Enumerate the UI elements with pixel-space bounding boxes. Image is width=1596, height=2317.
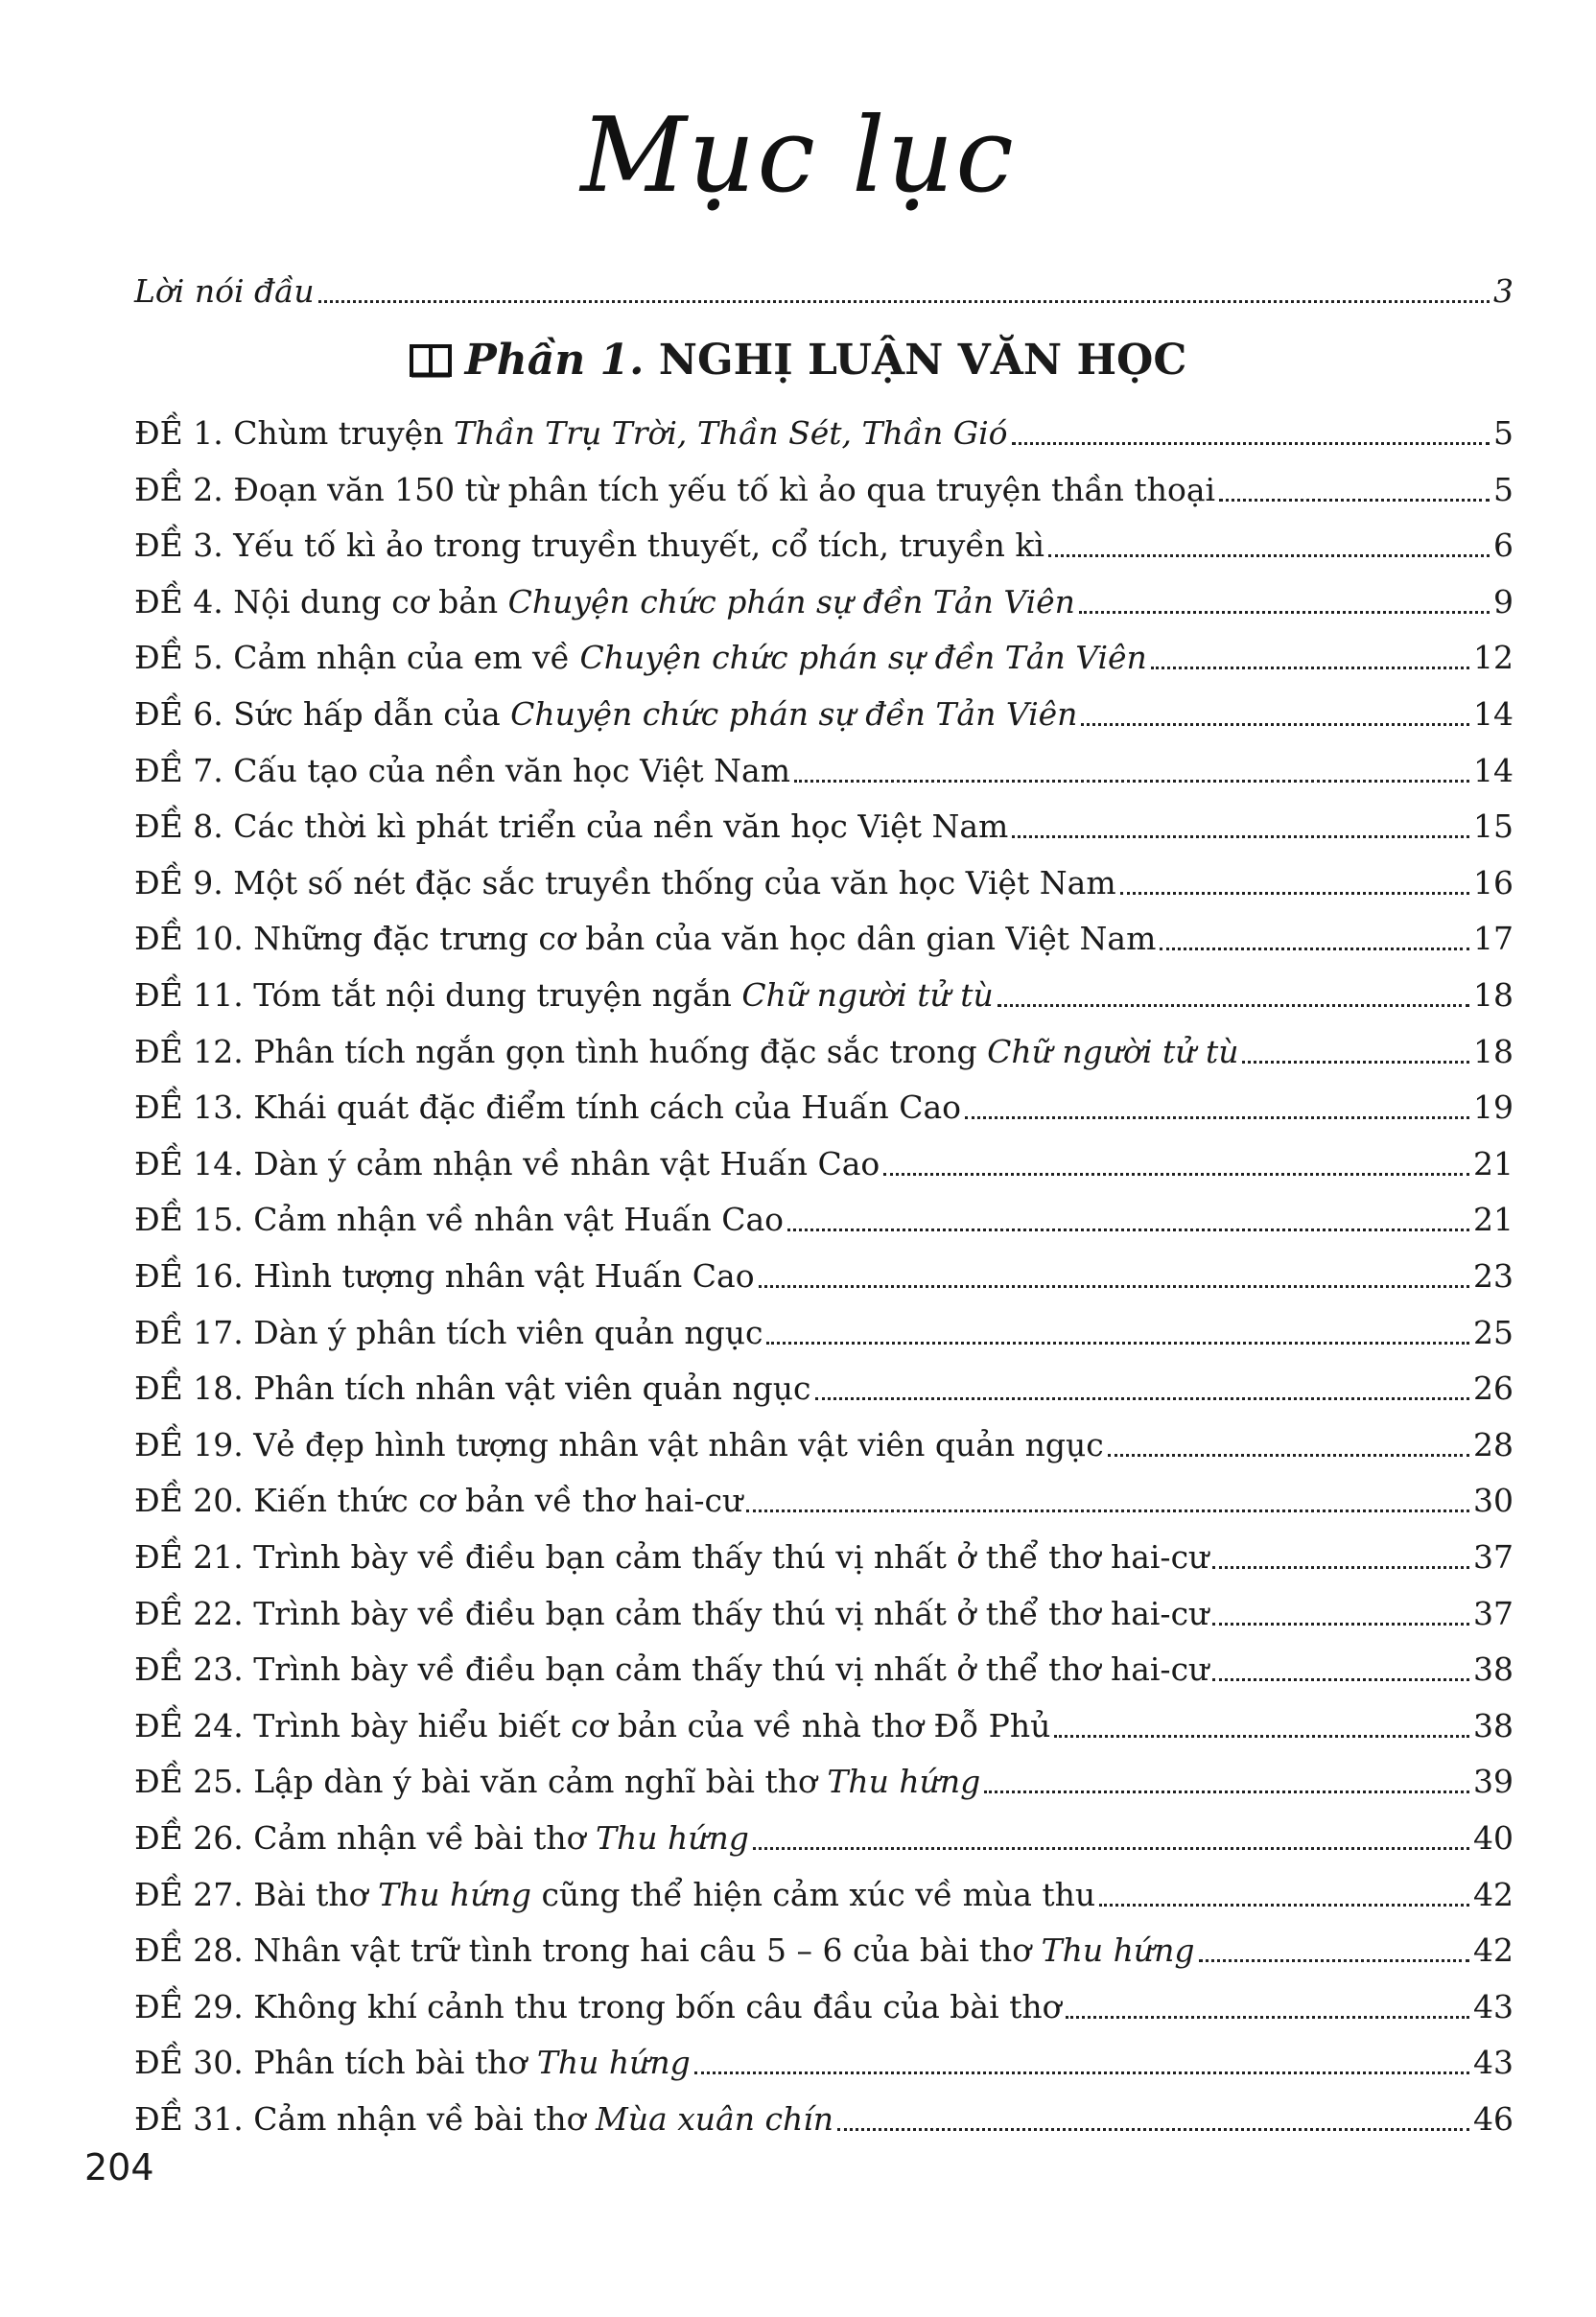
toc-entry-page-number: 16 (1473, 863, 1514, 901)
toc-entry-title (134, 1761, 980, 1803)
toc-entry-page-number: 42 (1473, 1875, 1514, 1913)
toc-entry-text: Bài thơ (253, 1875, 379, 1913)
toc-entry-text: cũng thể hiện cảm xúc về mùa thu (530, 1875, 1096, 1913)
toc-entry-work-title: Chuyện chức phán sự đền Tản Viên (507, 582, 1075, 620)
toc-entry-text: Trình bày về điều bạn cảm thấy thú vị nhất ở thể thơ hai-cư (253, 1594, 1209, 1632)
toc-entry[interactable] (134, 1031, 1514, 1073)
toc-entry-text: Cảm nhận về bài thơ (253, 1819, 596, 1857)
toc-entry[interactable] (134, 1986, 1514, 2028)
dot-leader (318, 300, 1490, 303)
toc-entry-page-number: 38 (1473, 1706, 1514, 1744)
toc-entry-text: Các thời kì phát triển của nền văn học Việt Nam (233, 807, 1009, 846)
toc-entry[interactable] (134, 1368, 1514, 1410)
toc-entry-page-number: 30 (1473, 1482, 1514, 1520)
toc-entry-prefix: ĐỀ 20. (134, 1482, 244, 1520)
toc-entry-work-title: Mùa xuân chín (595, 2100, 834, 2138)
toc-entry-prefix: ĐỀ 21. (134, 1538, 244, 1576)
dot-leader (1160, 948, 1469, 950)
toc-entry-title (134, 1368, 811, 1410)
toc-entry-page-number: 9 (1493, 582, 1514, 620)
toc-entry-page-number: 26 (1473, 1369, 1514, 1408)
toc-entry[interactable] (134, 637, 1514, 679)
toc-entry-title (134, 1312, 763, 1354)
toc-entry-title (134, 806, 1008, 848)
toc-entry-text: Dàn ý phân tích viên quản ngục (253, 1313, 763, 1351)
toc-entry-text: Nhân vật trữ tình trong hai câu 5 – 6 của bài thơ (253, 1931, 1042, 1970)
toc-entry[interactable] (134, 693, 1514, 736)
dot-leader (1081, 723, 1469, 726)
toc-entry-text: Phân tích bài thơ (253, 2044, 537, 2082)
toc-entry[interactable] (134, 525, 1514, 567)
toc-entry-text: Trình bày về điều bạn cảm thấy thú vị nhất ở thể thơ hai-cư (253, 1538, 1209, 1576)
toc-entry-prefix: ĐỀ 17. (134, 1313, 244, 1351)
toc-entry-text: Những đặc trưng cơ bản của văn học dân gian Việt Nam (253, 920, 1157, 958)
toc-entry[interactable] (134, 1874, 1514, 1916)
toc-entry-page-number: 43 (1473, 1987, 1514, 2025)
toc-entry-prefix: ĐỀ 11. (134, 976, 244, 1014)
toc-entry-page-number: 46 (1473, 2100, 1514, 2138)
toc-entry[interactable] (134, 1255, 1514, 1298)
toc-entry-prefix: ĐỀ 14. (134, 1144, 244, 1182)
toc-entry-page-number: 17 (1473, 920, 1514, 958)
dot-leader (1048, 554, 1490, 557)
toc-entry-prefix: ĐỀ 30. (134, 2044, 244, 2082)
toc-entry[interactable] (134, 2098, 1514, 2141)
toc-entry[interactable] (134, 974, 1514, 1017)
toc-entry-page-number: 19 (1473, 1088, 1514, 1127)
toc-entry[interactable] (134, 1312, 1514, 1354)
toc-entry-page-number: 18 (1473, 1032, 1514, 1070)
toc-entry-text: Phân tích ngắn gọn tình huống đặc sắc trong (253, 1032, 988, 1070)
dot-leader (694, 2071, 1469, 2074)
toc-entry[interactable] (134, 806, 1514, 848)
toc-entry-page-number: 21 (1473, 1201, 1514, 1239)
toc-entry-prefix: ĐỀ 19. (134, 1425, 244, 1463)
toc-entry-prefix: ĐỀ 16. (134, 1257, 244, 1295)
toc-entry-text: Hình tượng nhân vật Huấn Cao (253, 1257, 755, 1295)
toc-entry-title (134, 412, 1008, 455)
toc-entry-page-number: 43 (1473, 2044, 1514, 2082)
toc-entry-prefix: ĐỀ 12. (134, 1032, 244, 1070)
toc-entry[interactable] (134, 412, 1514, 455)
toc-entry[interactable] (134, 1143, 1514, 1185)
toc-entry-prefix: ĐỀ 28. (134, 1931, 244, 1970)
dot-leader (998, 1004, 1469, 1007)
toc-entry-text: Đoạn văn 150 từ phân tích yếu tố kì ảo qua truyện thần thoại (233, 470, 1216, 508)
toc-entry-text: Dàn ý cảm nhận về nhân vật Huấn Cao (253, 1144, 880, 1182)
footer-page-number: 204 (84, 2146, 154, 2188)
dot-leader (1219, 499, 1490, 502)
toc-entry-work-title: Thu hứng (827, 1763, 981, 1801)
dot-leader (1151, 667, 1469, 669)
dot-leader (1108, 1454, 1469, 1457)
dot-leader (1012, 442, 1490, 445)
toc-entry-work-title: Thu hứng (595, 1819, 749, 1857)
part-label: Phần 1. (464, 336, 645, 385)
dot-leader (787, 1229, 1469, 1231)
toc-entry[interactable] (134, 862, 1514, 904)
toc-entry-page-number: 14 (1473, 751, 1514, 789)
toc-entry-title (134, 637, 1147, 679)
toc-entry-title (134, 693, 1077, 736)
toc-entry[interactable] (134, 1761, 1514, 1803)
part-title: NGHỊ LUẬN VĂN HỌC (658, 336, 1187, 385)
toc-entry-prefix: ĐỀ 18. (134, 1369, 244, 1408)
dot-leader (1212, 1566, 1469, 1569)
page-title: Mục lục (580, 96, 1016, 216)
toc-entry-title (134, 1480, 742, 1522)
dot-leader (794, 780, 1469, 783)
toc-entry-page-number: 6 (1493, 527, 1514, 565)
toc-entry-prefix: ĐỀ 27. (134, 1875, 244, 1913)
dot-leader (1212, 1623, 1469, 1626)
toc-entry[interactable] (134, 1087, 1514, 1129)
toc-entry-title (134, 581, 1075, 623)
toc-entry-text: Khái quát đặc điểm tính cách của Huấn Cao (253, 1088, 962, 1127)
dot-leader (984, 1790, 1469, 1793)
toc-entry-prefix: ĐỀ 29. (134, 1987, 244, 2025)
toc-entry-prefix: ĐỀ 5. (134, 639, 223, 677)
toc-entry-text: Lập dàn ý bài văn cảm nghĩ bài thơ (253, 1763, 828, 1801)
toc-entry-text: Nội dung cơ bản (233, 582, 508, 620)
dot-leader (759, 1285, 1469, 1288)
toc-entry-title (134, 1817, 749, 1860)
dot-leader (1054, 1735, 1469, 1738)
toc-entry[interactable] (134, 581, 1514, 623)
dot-leader (1099, 1904, 1469, 1907)
toc-entry-text: Chùm truyện (233, 414, 454, 452)
toc-entry-text: Sức hấp dẫn của (233, 695, 511, 733)
toc-entry-text: Kiến thức cơ bản về thơ hai-cư (253, 1482, 743, 1520)
toc-entry-title (134, 974, 994, 1017)
toc-entry[interactable] (134, 1199, 1514, 1241)
toc-entry-title (134, 1031, 1238, 1073)
preface-entry[interactable] (134, 270, 1514, 313)
toc-entry-page-number: 12 (1473, 639, 1514, 677)
toc-entry-prefix: ĐỀ 2. (134, 470, 223, 508)
toc-entry-title (134, 1874, 1095, 1916)
toc-entry-work-title: Chữ người tử tù (741, 976, 994, 1014)
toc-entry-text: Một số nét đặc sắc truyền thống của văn học Việt Nam (233, 863, 1116, 901)
toc-entry-page-number: 25 (1473, 1313, 1514, 1351)
toc-entry-page-number: 5 (1493, 414, 1514, 452)
toc-entry-prefix: ĐỀ 26. (134, 1819, 244, 1857)
dot-leader (965, 1116, 1469, 1119)
toc-entry-title (134, 1536, 1209, 1579)
toc-entry-page-number: 37 (1473, 1538, 1514, 1576)
dot-leader (1199, 1959, 1469, 1962)
dot-leader (815, 1397, 1470, 1400)
toc-entry-page-number: 14 (1473, 695, 1514, 733)
toc-entry-title (134, 2042, 691, 2084)
toc-entry-title (134, 1593, 1209, 1635)
toc-entry-prefix: ĐỀ 3. (134, 527, 223, 565)
toc-entry-title (134, 862, 1116, 904)
preface-page-number: 3 (1493, 272, 1514, 310)
toc-entry-title (134, 525, 1044, 567)
toc-entry-title (134, 918, 1156, 960)
toc-entry-title (134, 1930, 1195, 1972)
toc-entry-title (134, 750, 790, 792)
toc-entry-work-title: Chuyện chức phán sự đền Tản Viên (579, 639, 1147, 677)
toc-entry-work-title: Thần Trụ Trời, Thần Sét, Thần Gió (453, 414, 1008, 452)
toc-entry-page-number: 18 (1473, 976, 1514, 1014)
dot-leader (753, 1847, 1469, 1850)
toc-entry-prefix: ĐỀ 22. (134, 1594, 244, 1632)
toc-entry[interactable] (134, 1480, 1514, 1522)
toc-entry-prefix: ĐỀ 6. (134, 695, 223, 733)
toc-entry-text: Trình bày về điều bạn cảm thấy thú vị nhất ở thể thơ hai-cư (253, 1650, 1209, 1689)
part-heading (0, 336, 1596, 385)
toc-entry-title (134, 1143, 880, 1185)
dot-leader (1079, 611, 1490, 614)
toc-entry-page-number: 28 (1473, 1425, 1514, 1463)
toc-entry[interactable] (134, 1649, 1514, 1691)
toc-entry[interactable] (134, 918, 1514, 960)
toc-entry-page-number: 15 (1473, 807, 1514, 846)
toc-entry-text: Vẻ đẹp hình tượng nhân vật nhân vật viên quản ngục (253, 1425, 1104, 1463)
toc-entry-prefix: ĐỀ 31. (134, 2100, 244, 2138)
dot-leader (1212, 1678, 1469, 1681)
dot-leader (1242, 1061, 1469, 1064)
toc-entry-prefix: ĐỀ 23. (134, 1650, 244, 1689)
toc-entry-prefix: ĐỀ 25. (134, 1763, 244, 1801)
toc-entry-prefix: ĐỀ 1. (134, 414, 223, 452)
toc-entry[interactable] (134, 1930, 1514, 1972)
toc-entry-title (134, 2098, 833, 2141)
dot-leader (1120, 892, 1469, 895)
toc-entry-page-number: 5 (1493, 470, 1514, 508)
toc-entry[interactable] (134, 1424, 1514, 1466)
toc-entry-text: Không khí cảnh thu trong bốn câu đầu của bài thơ (253, 1987, 1062, 2025)
toc-entry-title (134, 1199, 784, 1241)
toc-entry-text: Phân tích nhân vật viên quản ngục (253, 1369, 811, 1408)
toc-entry-work-title: Thu hứng (1041, 1931, 1195, 1970)
toc-entry-text: Yếu tố kì ảo trong truyền thuyết, cổ tích, truyền kì (233, 527, 1044, 565)
toc-entry[interactable] (134, 469, 1514, 511)
toc-entry-title (134, 1649, 1209, 1691)
toc-entry-work-title: Thu hứng (378, 1875, 531, 1913)
toc-entry-prefix: ĐỀ 4. (134, 582, 223, 620)
toc-entry-title (134, 1255, 755, 1298)
toc-entry-work-title: Chữ người tử tù (987, 1032, 1239, 1070)
toc-entry-prefix: ĐỀ 8. (134, 807, 223, 846)
toc-entry-work-title: Chuyện chức phán sự đền Tản Viên (510, 695, 1078, 733)
toc-entry-title (134, 1087, 961, 1129)
toc-entry[interactable] (134, 1817, 1514, 1860)
toc-entry-prefix: ĐỀ 15. (134, 1201, 244, 1239)
dot-leader (766, 1342, 1469, 1345)
toc-entry-text: Cấu tạo của nền văn học Việt Nam (233, 751, 790, 789)
toc-entry-page-number: 23 (1473, 1257, 1514, 1295)
toc-entry-title (134, 1986, 1062, 2028)
toc-entry-page-number: 38 (1473, 1650, 1514, 1689)
toc-entry-page-number: 39 (1473, 1763, 1514, 1801)
toc-entry-text: Trình bày hiểu biết cơ bản của về nhà thơ Đỗ Phủ (253, 1706, 1051, 1744)
toc-entry-text: Cảm nhận về bài thơ (253, 2100, 596, 2138)
toc-entry-page-number: 42 (1473, 1931, 1514, 1970)
toc-entry-work-title: Thu hứng (536, 2044, 691, 2082)
toc-entry[interactable] (134, 750, 1514, 792)
toc-entry-prefix: ĐỀ 10. (134, 920, 244, 958)
toc-entry-page-number: 21 (1473, 1144, 1514, 1182)
toc-entry-page-number: 37 (1473, 1594, 1514, 1632)
toc-entry-page-number: 40 (1473, 1819, 1514, 1857)
book-icon (410, 343, 452, 378)
toc-entry[interactable] (134, 1536, 1514, 1579)
toc-entry-text: Cảm nhận về nhân vật Huấn Cao (253, 1201, 785, 1239)
toc-entry-prefix: ĐỀ 13. (134, 1088, 244, 1127)
preface-label: Lời nói đầu (134, 272, 315, 310)
dot-leader (1012, 835, 1469, 838)
dot-leader (837, 2128, 1469, 2131)
toc-entry-prefix: ĐỀ 24. (134, 1706, 244, 1744)
toc-entry-text: Cảm nhận của em về (233, 639, 580, 677)
toc-entry-prefix: ĐỀ 9. (134, 863, 223, 901)
dot-leader (883, 1173, 1469, 1176)
dot-leader (1066, 2016, 1470, 2019)
toc-entry-text: Tóm tắt nội dung truyện ngắn (253, 976, 742, 1014)
toc-entry-title (134, 1705, 1050, 1747)
toc-entry[interactable] (134, 2042, 1514, 2084)
dot-leader (746, 1510, 1469, 1512)
toc-entry-title (134, 1424, 1104, 1466)
toc-entry-title (134, 469, 1215, 511)
toc-entry-prefix: ĐỀ 7. (134, 751, 223, 789)
toc-entry[interactable] (134, 1705, 1514, 1747)
toc-entry[interactable] (134, 1593, 1514, 1635)
